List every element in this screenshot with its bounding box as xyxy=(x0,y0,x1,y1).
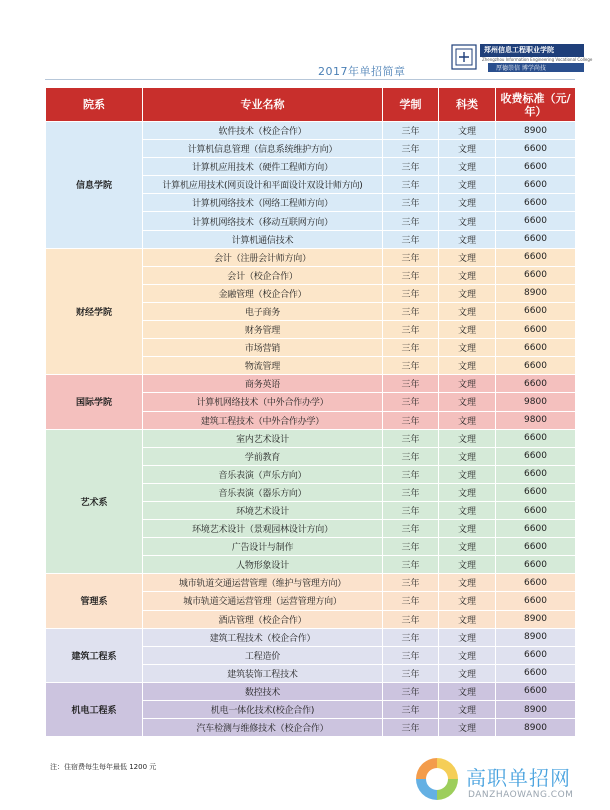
duration-cell: 三年 xyxy=(383,592,439,610)
category-cell: 文理 xyxy=(439,574,496,592)
department-cell: 机电工程系 xyxy=(46,682,143,736)
category-cell: 文理 xyxy=(439,664,496,682)
fee-cell: 8900 xyxy=(496,284,576,302)
category-cell: 文理 xyxy=(439,230,496,248)
fee-cell: 6600 xyxy=(496,483,576,501)
duration-cell: 三年 xyxy=(383,339,439,357)
duration-cell: 三年 xyxy=(383,465,439,483)
major-cell: 酒店管理（校企合作） xyxy=(143,610,383,628)
fee-cell: 6600 xyxy=(496,574,576,592)
major-cell: 室内艺术设计 xyxy=(143,429,383,447)
major-cell: 音乐表演（器乐方向） xyxy=(143,483,383,501)
fee-cell: 6600 xyxy=(496,212,576,230)
fee-cell: 8900 xyxy=(496,719,576,737)
department-cell: 财经学院 xyxy=(46,248,143,375)
major-cell: 建筑装饰工程技术 xyxy=(143,664,383,682)
column-header-department: 院系 xyxy=(46,88,143,122)
major-cell: 金融管理（校企合作） xyxy=(143,284,383,302)
fee-cell: 9800 xyxy=(496,393,576,411)
school-name: 郑州信息工程职业学院 xyxy=(484,46,554,54)
fee-cell: 8900 xyxy=(496,610,576,628)
major-cell: 建筑工程技术（校企合作） xyxy=(143,628,383,646)
fee-cell: 6600 xyxy=(496,646,576,664)
category-cell: 文理 xyxy=(439,176,496,194)
duration-cell: 三年 xyxy=(383,682,439,700)
major-cell: 计算机通信技术 xyxy=(143,230,383,248)
table-body xyxy=(46,122,576,737)
table-row xyxy=(46,429,576,447)
category-cell: 文理 xyxy=(439,339,496,357)
table-row xyxy=(46,682,576,700)
category-cell: 文理 xyxy=(439,610,496,628)
school-motto: 厚德崇信 博学尚技 xyxy=(496,65,546,72)
category-cell: 文理 xyxy=(439,357,496,375)
duration-cell: 三年 xyxy=(383,429,439,447)
category-cell: 文理 xyxy=(439,321,496,339)
fee-cell: 6600 xyxy=(496,682,576,700)
category-cell: 文理 xyxy=(439,194,496,212)
major-cell: 机电一体化技术(校企合作) xyxy=(143,701,383,719)
fee-cell: 6600 xyxy=(496,429,576,447)
duration-cell: 三年 xyxy=(383,212,439,230)
duration-cell: 三年 xyxy=(383,701,439,719)
major-cell: 数控技术 xyxy=(143,682,383,700)
duration-cell: 三年 xyxy=(383,194,439,212)
category-cell: 文理 xyxy=(439,682,496,700)
category-cell: 文理 xyxy=(439,140,496,158)
department-cell: 建筑工程系 xyxy=(46,628,143,682)
major-cell: 计算机应用技术（硬件工程师方向） xyxy=(143,158,383,176)
fee-cell: 6600 xyxy=(496,556,576,574)
category-cell: 文理 xyxy=(439,248,496,266)
category-cell: 文理 xyxy=(439,266,496,284)
duration-cell: 三年 xyxy=(383,140,439,158)
category-cell: 文理 xyxy=(439,701,496,719)
major-cell: 学前教育 xyxy=(143,447,383,465)
major-cell: 广告设计与制作 xyxy=(143,538,383,556)
category-cell: 文理 xyxy=(439,556,496,574)
major-cell: 会计（注册会计师方向） xyxy=(143,248,383,266)
duration-cell: 三年 xyxy=(383,176,439,194)
duration-cell: 三年 xyxy=(383,447,439,465)
fee-cell: 6600 xyxy=(496,266,576,284)
table-row xyxy=(46,574,576,592)
duration-cell: 三年 xyxy=(383,266,439,284)
fee-cell: 6600 xyxy=(496,592,576,610)
duration-cell: 三年 xyxy=(383,375,439,393)
major-cell: 商务英语 xyxy=(143,375,383,393)
major-cell: 计算机信息管理（信息系统维护方向） xyxy=(143,140,383,158)
category-cell: 文理 xyxy=(439,122,496,140)
major-cell: 环境艺术设计 xyxy=(143,501,383,519)
fee-cell: 6600 xyxy=(496,501,576,519)
duration-cell: 三年 xyxy=(383,538,439,556)
major-cell: 计算机应用技术(网页设计和平面设计双设计师方向) xyxy=(143,176,383,194)
category-cell: 文理 xyxy=(439,483,496,501)
duration-cell: 三年 xyxy=(383,302,439,320)
category-cell: 文理 xyxy=(439,411,496,429)
page-header xyxy=(0,0,610,88)
header-divider xyxy=(45,79,575,80)
footnote: 注：住宿费每生每年最低 1200 元 xyxy=(50,763,157,771)
category-cell: 文理 xyxy=(439,429,496,447)
fee-cell: 6600 xyxy=(496,447,576,465)
duration-cell: 三年 xyxy=(383,393,439,411)
department-cell: 管理系 xyxy=(46,574,143,628)
major-cell: 财务管理 xyxy=(143,321,383,339)
major-cell: 市场营销 xyxy=(143,339,383,357)
duration-cell: 三年 xyxy=(383,501,439,519)
category-cell: 文理 xyxy=(439,284,496,302)
category-cell: 文理 xyxy=(439,520,496,538)
duration-cell: 三年 xyxy=(383,719,439,737)
category-cell: 文理 xyxy=(439,212,496,230)
fee-cell: 6600 xyxy=(496,176,576,194)
duration-cell: 三年 xyxy=(383,520,439,538)
category-cell: 文理 xyxy=(439,465,496,483)
watermark-name: 高职单招网 xyxy=(466,766,571,790)
major-cell: 计算机网络技术（中外合作办学） xyxy=(143,393,383,411)
duration-cell: 三年 xyxy=(383,628,439,646)
category-cell: 文理 xyxy=(439,646,496,664)
duration-cell: 三年 xyxy=(383,357,439,375)
category-cell: 文理 xyxy=(439,719,496,737)
fee-cell: 6600 xyxy=(496,248,576,266)
duration-cell: 三年 xyxy=(383,646,439,664)
duration-cell: 三年 xyxy=(383,158,439,176)
major-cell: 软件技术（校企合作） xyxy=(143,122,383,140)
duration-cell: 三年 xyxy=(383,321,439,339)
category-cell: 文理 xyxy=(439,447,496,465)
fee-cell: 6600 xyxy=(496,520,576,538)
watermark-logo-icon xyxy=(416,758,458,800)
column-header-duration: 学制 xyxy=(383,88,439,122)
fee-cell: 6600 xyxy=(496,158,576,176)
table-row xyxy=(46,122,576,140)
fee-cell: 8900 xyxy=(496,628,576,646)
category-cell: 文理 xyxy=(439,628,496,646)
category-cell: 文理 xyxy=(439,538,496,556)
fee-cell: 6600 xyxy=(496,321,576,339)
fee-cell: 6600 xyxy=(496,375,576,393)
duration-cell: 三年 xyxy=(383,610,439,628)
duration-cell: 三年 xyxy=(383,411,439,429)
major-cell: 人物形象设计 xyxy=(143,556,383,574)
department-cell: 艺术系 xyxy=(46,429,143,574)
fee-cell: 6600 xyxy=(496,357,576,375)
table-header-row xyxy=(46,88,576,122)
duration-cell: 三年 xyxy=(383,122,439,140)
category-cell: 文理 xyxy=(439,501,496,519)
fee-cell: 9800 xyxy=(496,411,576,429)
category-cell: 文理 xyxy=(439,393,496,411)
major-cell: 计算机网络技术（网络工程师方向） xyxy=(143,194,383,212)
fee-cell: 8900 xyxy=(496,122,576,140)
table-row xyxy=(46,628,576,646)
major-cell: 环境艺术设计（景观园林设计方向） xyxy=(143,520,383,538)
column-header-fee: 收费标准（元/年） xyxy=(496,88,576,122)
duration-cell: 三年 xyxy=(383,230,439,248)
category-cell: 文理 xyxy=(439,302,496,320)
fee-cell: 6600 xyxy=(496,465,576,483)
table-row xyxy=(46,375,576,393)
major-cell: 工程造价 xyxy=(143,646,383,664)
major-cell: 城市轨道交通运营管理（维护与管理方向） xyxy=(143,574,383,592)
column-header-category: 科类 xyxy=(439,88,496,122)
fee-table xyxy=(45,87,576,737)
duration-cell: 三年 xyxy=(383,483,439,501)
duration-cell: 三年 xyxy=(383,574,439,592)
duration-cell: 三年 xyxy=(383,284,439,302)
major-cell: 音乐表演（声乐方向） xyxy=(143,465,383,483)
fee-cell: 6600 xyxy=(496,230,576,248)
major-cell: 城市轨道交通运营管理（运营管理方向） xyxy=(143,592,383,610)
column-header-major: 专业名称 xyxy=(143,88,383,122)
watermark-domain: DANZHAOWANG.COM xyxy=(468,790,574,800)
category-cell: 文理 xyxy=(439,158,496,176)
major-cell: 汽车检测与维修技术（校企合作） xyxy=(143,719,383,737)
fee-cell: 6600 xyxy=(496,538,576,556)
school-english-name: Zhengzhou Information Engineering Vocational College xyxy=(482,57,593,62)
department-cell: 国际学院 xyxy=(46,375,143,429)
category-cell: 文理 xyxy=(439,375,496,393)
fee-cell: 6600 xyxy=(496,664,576,682)
fee-cell: 6600 xyxy=(496,302,576,320)
fee-cell: 6600 xyxy=(496,194,576,212)
major-cell: 计算机网络技术（移动互联网方向） xyxy=(143,212,383,230)
fee-cell: 6600 xyxy=(496,140,576,158)
major-cell: 会计（校企合作） xyxy=(143,266,383,284)
table-row xyxy=(46,248,576,266)
school-emblem-icon xyxy=(451,44,477,70)
major-cell: 物流管理 xyxy=(143,357,383,375)
duration-cell: 三年 xyxy=(383,556,439,574)
major-cell: 建筑工程技术（中外合作办学） xyxy=(143,411,383,429)
duration-cell: 三年 xyxy=(383,664,439,682)
category-cell: 文理 xyxy=(439,592,496,610)
duration-cell: 三年 xyxy=(383,248,439,266)
major-cell: 电子商务 xyxy=(143,302,383,320)
page-title: 2017年单招简章 xyxy=(318,65,406,78)
fee-cell: 6600 xyxy=(496,339,576,357)
department-cell: 信息学院 xyxy=(46,122,143,249)
fee-cell: 8900 xyxy=(496,701,576,719)
